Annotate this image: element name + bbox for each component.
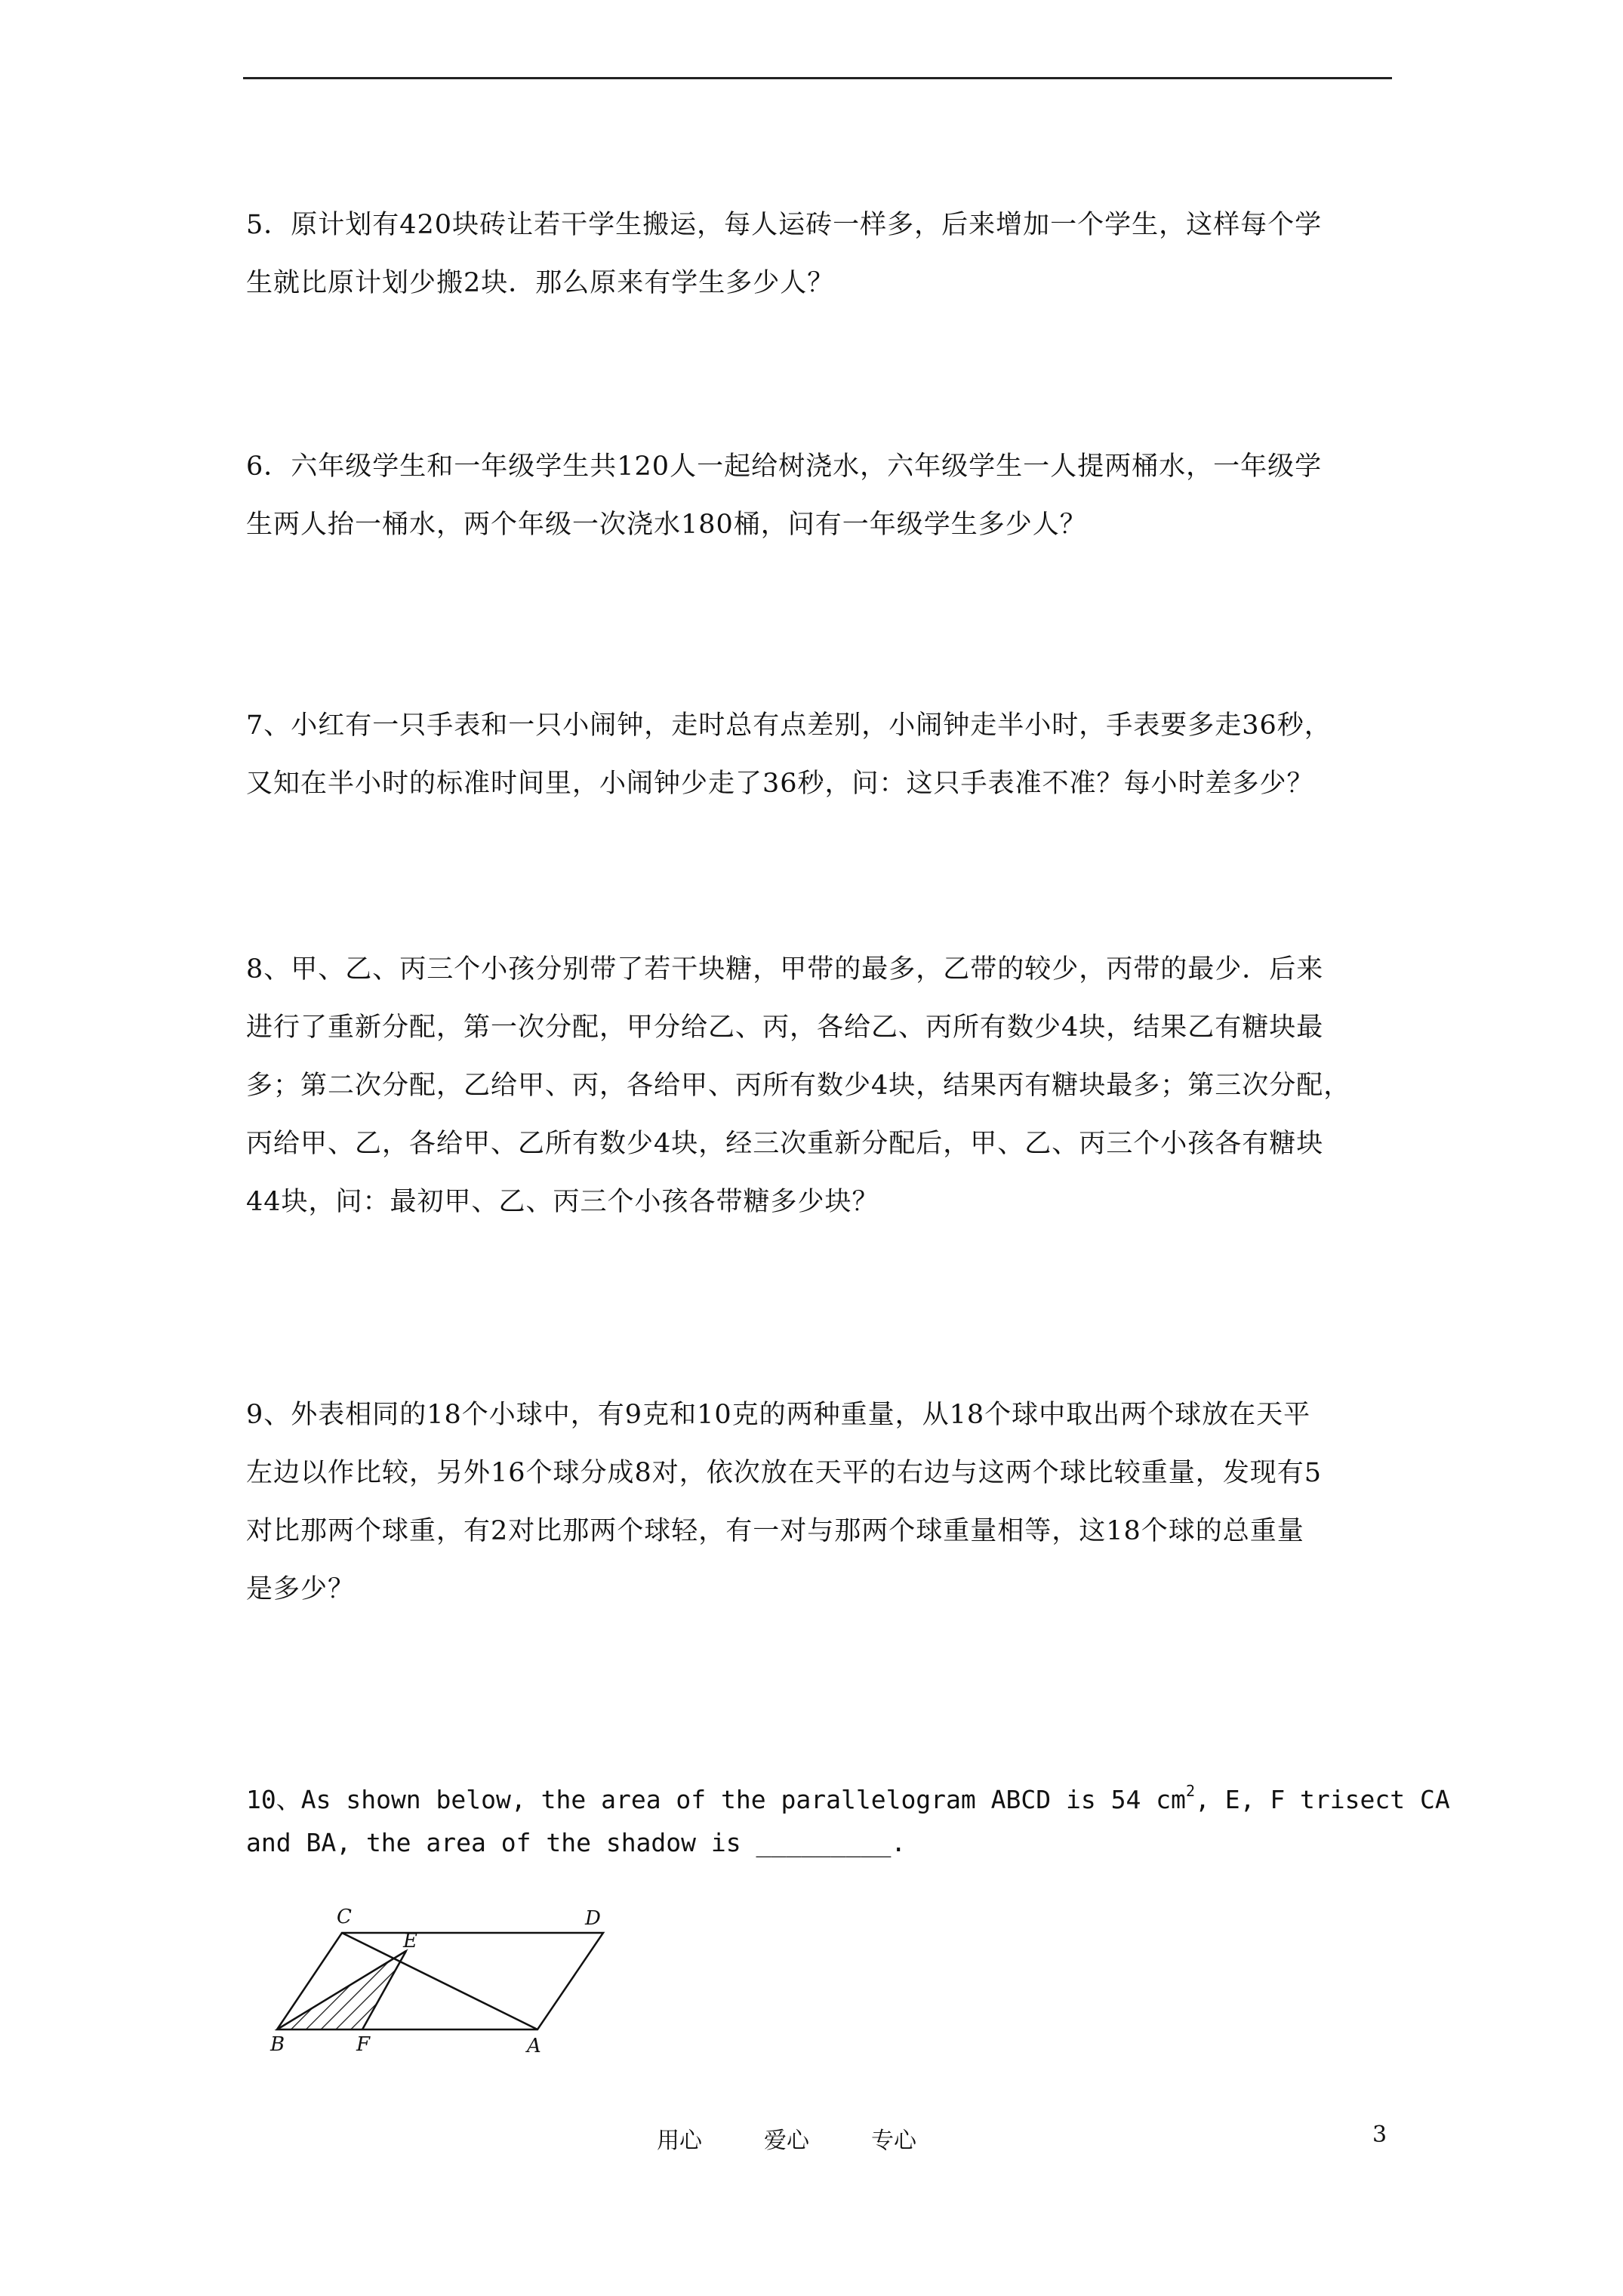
question-9-line-1: 9、外表相同的18个小球中，有9克和10克的两种重量，从18个球中取出两个球放在天平 — [246, 1400, 1311, 1430]
question-5 — [246, 196, 1424, 313]
parallelogram-figure — [264, 1876, 619, 2065]
question-8-line-2: 进行了重新分配，第一次分配，甲分给乙、丙，各给乙、丙所有数少4块，结果乙有糖块最 — [246, 1012, 1324, 1043]
question-8-line-5: 44块，问：最初甲、乙、丙三个小孩各带糖多少块？ — [246, 1187, 879, 1217]
footer-motto — [657, 2122, 978, 2155]
question-5-line-2: 生就比原计划少搬2块．那么原来有学生多少人？ — [246, 268, 835, 298]
question-8-line-3: 多；第二次分配，乙给甲、丙，各给甲、丙所有数少4块，结果丙有糖块最多；第三次分配， — [246, 1071, 1351, 1101]
question-7-line-2: 又知在半小时的标准时间里，小闹钟少走了36秒，问：这只手表准不准？每小时差多少？ — [246, 769, 1314, 799]
label-b: B — [270, 2033, 285, 2056]
label-e: E — [403, 1930, 417, 1952]
question-8-line-1: 8、甲、乙、丙三个小孩分别带了若干块糖，甲带的最多，乙带的较少，丙带的最少．后来 — [246, 954, 1324, 985]
area-unit-superscript: 2 — [1185, 1782, 1195, 1800]
question-7 — [246, 697, 1424, 813]
label-f: F — [356, 2033, 371, 2056]
question-8 — [246, 941, 1424, 1231]
question-10-line-1-text: 10、As shown below, the area of the parallelogram ABCD is 54 cm — [246, 1785, 1186, 1814]
label-d: D — [585, 1907, 601, 1930]
page-number: 3 — [1372, 2122, 1387, 2148]
question-9-line-4: 是多少？ — [246, 1574, 356, 1604]
question-10-line-1 — [246, 1778, 1450, 1821]
question-5-line-1: 5．原计划有420块砖让若干学生搬运，每人运砖一样多，后来增加一个学生，这样每个学 — [246, 210, 1323, 240]
label-c: C — [337, 1906, 352, 1928]
label-a: A — [527, 2035, 541, 2057]
question-6-line-1: 6．六年级学生和一年级学生共120人一起给树浇水，六年级学生一人提两桶水，一年级学 — [246, 451, 1323, 482]
question-10 — [246, 1778, 1450, 1864]
question-6-line-2: 生两人抬一桶水，两个年级一次浇水180桶，问有一年级学生多少人？ — [246, 510, 1087, 540]
question-9-line-3: 对比那两个球重，有2对比那两个球轻，有一对与那两个球重量相等，这18个球的总重量 — [246, 1516, 1304, 1546]
footer-motto-1: 用心 — [657, 2128, 702, 2154]
question-7-line-1: 7、小红有一只手表和一只小闹钟，走时总有点差别，小闹钟走半小时，手表要多走36秒， — [246, 710, 1332, 741]
question-6 — [246, 438, 1424, 554]
question-9 — [246, 1386, 1424, 1619]
header-rule — [243, 77, 1392, 79]
footer-motto-3: 专心 — [871, 2128, 916, 2154]
footer-motto-2: 爱心 — [764, 2128, 809, 2154]
question-10-line-1-tail: , E, F trisect CA — [1194, 1785, 1450, 1814]
question-10-line-2: and BA, the area of the shadow is _________. — [246, 1828, 907, 1857]
question-8-line-4: 丙给甲、乙，各给甲、乙所有数少4块，经三次重新分配后，甲、乙、丙三个小孩各有糖块 — [246, 1129, 1324, 1159]
question-9-line-2: 左边以作比较，另外16个球分成8对，依次放在天平的右边与这两个球比较重量，发现有5 — [246, 1458, 1323, 1488]
